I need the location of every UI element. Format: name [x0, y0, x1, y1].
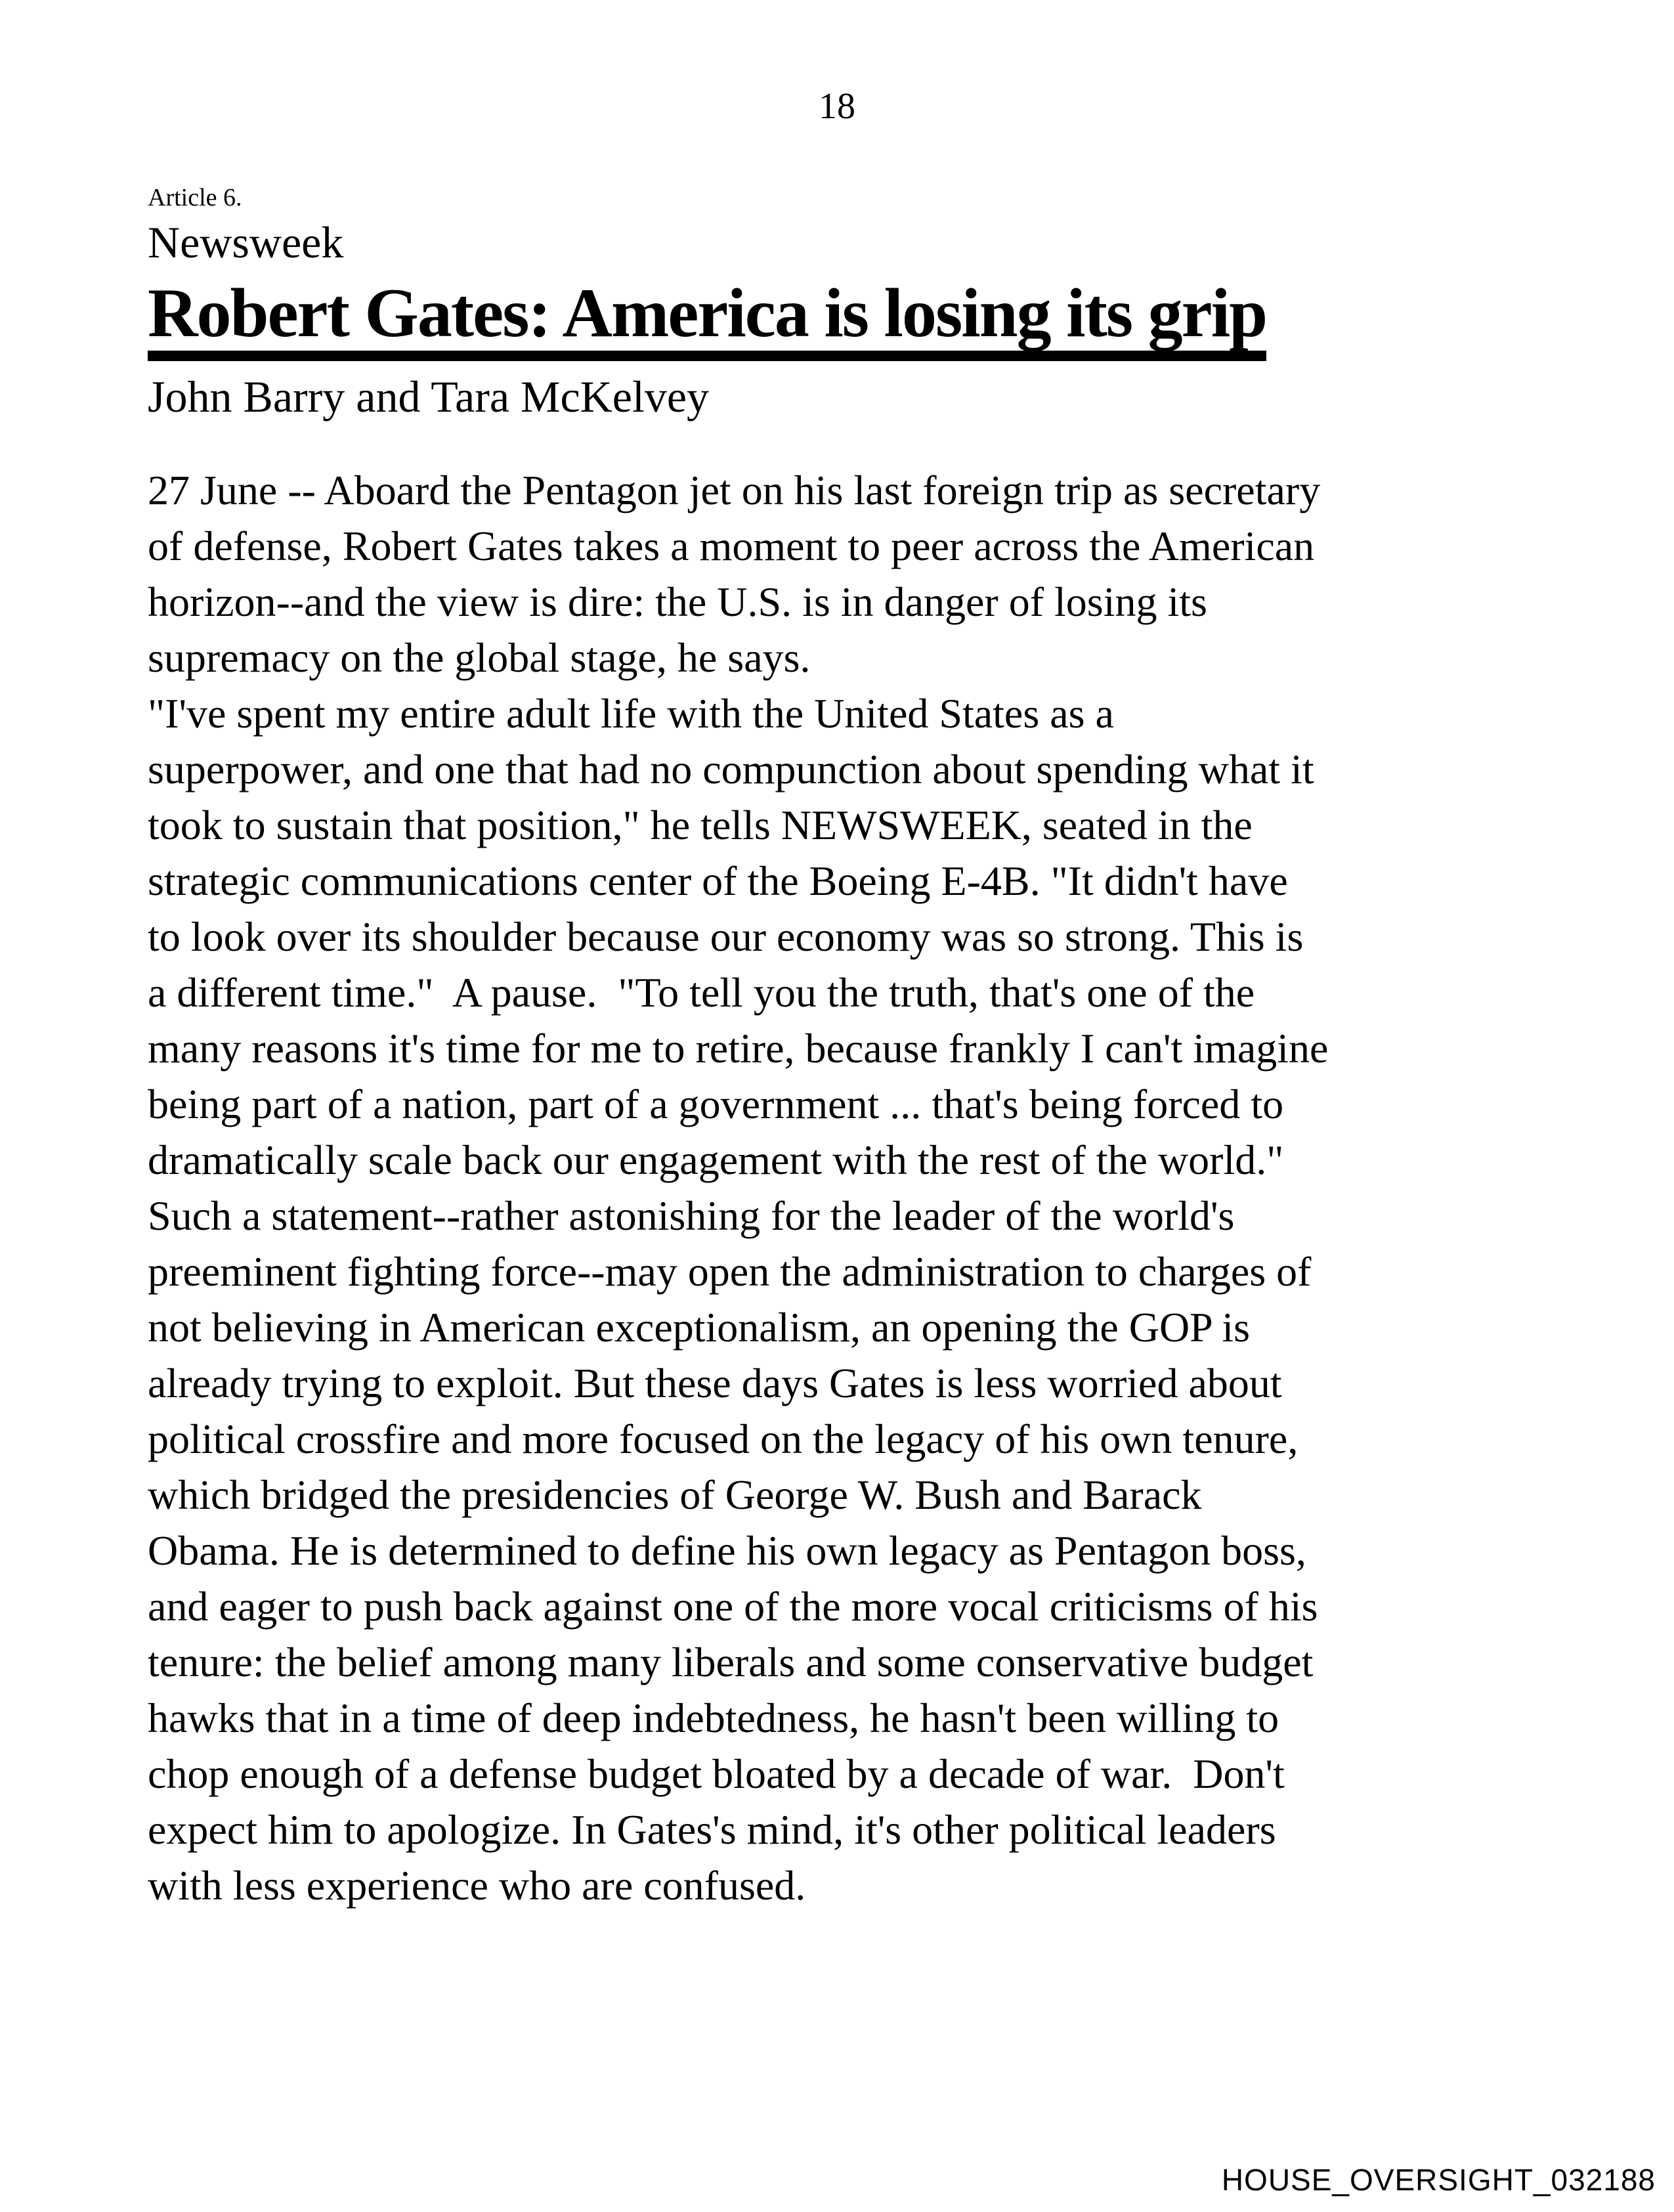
body-line: horizon--and the view is dire: the U.S. is in danger of losing its — [148, 578, 1207, 625]
body-line: superpower, and one that had no compunction about spending what it — [148, 745, 1314, 792]
body-line: supremacy on the global stage, he says. — [148, 634, 811, 681]
body-line: dramatically scale back our engagement with the rest of the world." — [148, 1136, 1284, 1183]
body-line: expect him to apologize. In Gates's mind, it's other political leaders — [148, 1806, 1276, 1853]
body-line: Obama. He is determined to define his own legacy as Pentagon boss, — [148, 1527, 1306, 1574]
body-line: to look over its shoulder because our economy was so strong. This is — [148, 913, 1304, 960]
body-line: preeminent fighting force--may open the administration to charges of — [148, 1247, 1312, 1295]
body-line: already trying to exploit. But these days Gates is less worried about — [148, 1359, 1282, 1406]
source-name: Newsweek — [148, 217, 344, 268]
body-line: "I've spent my entire adult life with the United States as a — [148, 689, 1114, 737]
body-line: and eager to push back against one of the more vocal criticisms of his — [148, 1582, 1318, 1630]
headline-text: Robert Gates: America is losing its grip — [148, 278, 1266, 360]
article-body — [148, 462, 1674, 1913]
byline: John Barry and Tara McKelvey — [148, 371, 710, 422]
body-line: which bridged the presidencies of George W. Bush and Barack — [148, 1471, 1202, 1518]
body-line: took to sustain that position," he tells NEWSWEEK, seated in the — [148, 801, 1253, 848]
body-line: strategic communications center of the Boeing E-4B. "It didn't have — [148, 857, 1288, 904]
body-line: 27 June -- Aboard the Pentagon jet on his last foreign trip as secretary — [148, 466, 1321, 513]
body-line: being part of a nation, part of a government ... that's being forced to — [148, 1080, 1284, 1127]
body-line: hawks that in a time of deep indebtedness, he hasn't been willing to — [148, 1694, 1279, 1741]
body-line: chop enough of a defense budget bloated by a decade of war. Don't — [148, 1750, 1285, 1797]
body-line: a different time." A pause. "To tell you the truth, that's one of the — [148, 968, 1255, 1016]
body-line: not believing in American exceptionalism, an opening the GOP is — [148, 1303, 1251, 1351]
body-line: Such a statement--rather astonishing for the leader of the world's — [148, 1192, 1235, 1239]
article-label: Article 6. — [148, 183, 242, 211]
headline — [148, 274, 1674, 360]
body-line: tenure: the belief among many liberals and some conservative budget — [148, 1638, 1314, 1685]
page-number: 18 — [819, 86, 855, 127]
body-line: many reasons it's time for me to retire, because frankly I can't imagine — [148, 1024, 1329, 1072]
bates-stamp: HOUSE_OVERSIGHT_032188 — [1221, 2163, 1656, 2197]
body-line: with less experience who are confused. — [148, 1861, 806, 1909]
body-line: political crossfire and more focused on the legacy of his own tenure, — [148, 1415, 1298, 1462]
body-line: of defense, Robert Gates takes a moment to peer across the American — [148, 522, 1315, 569]
